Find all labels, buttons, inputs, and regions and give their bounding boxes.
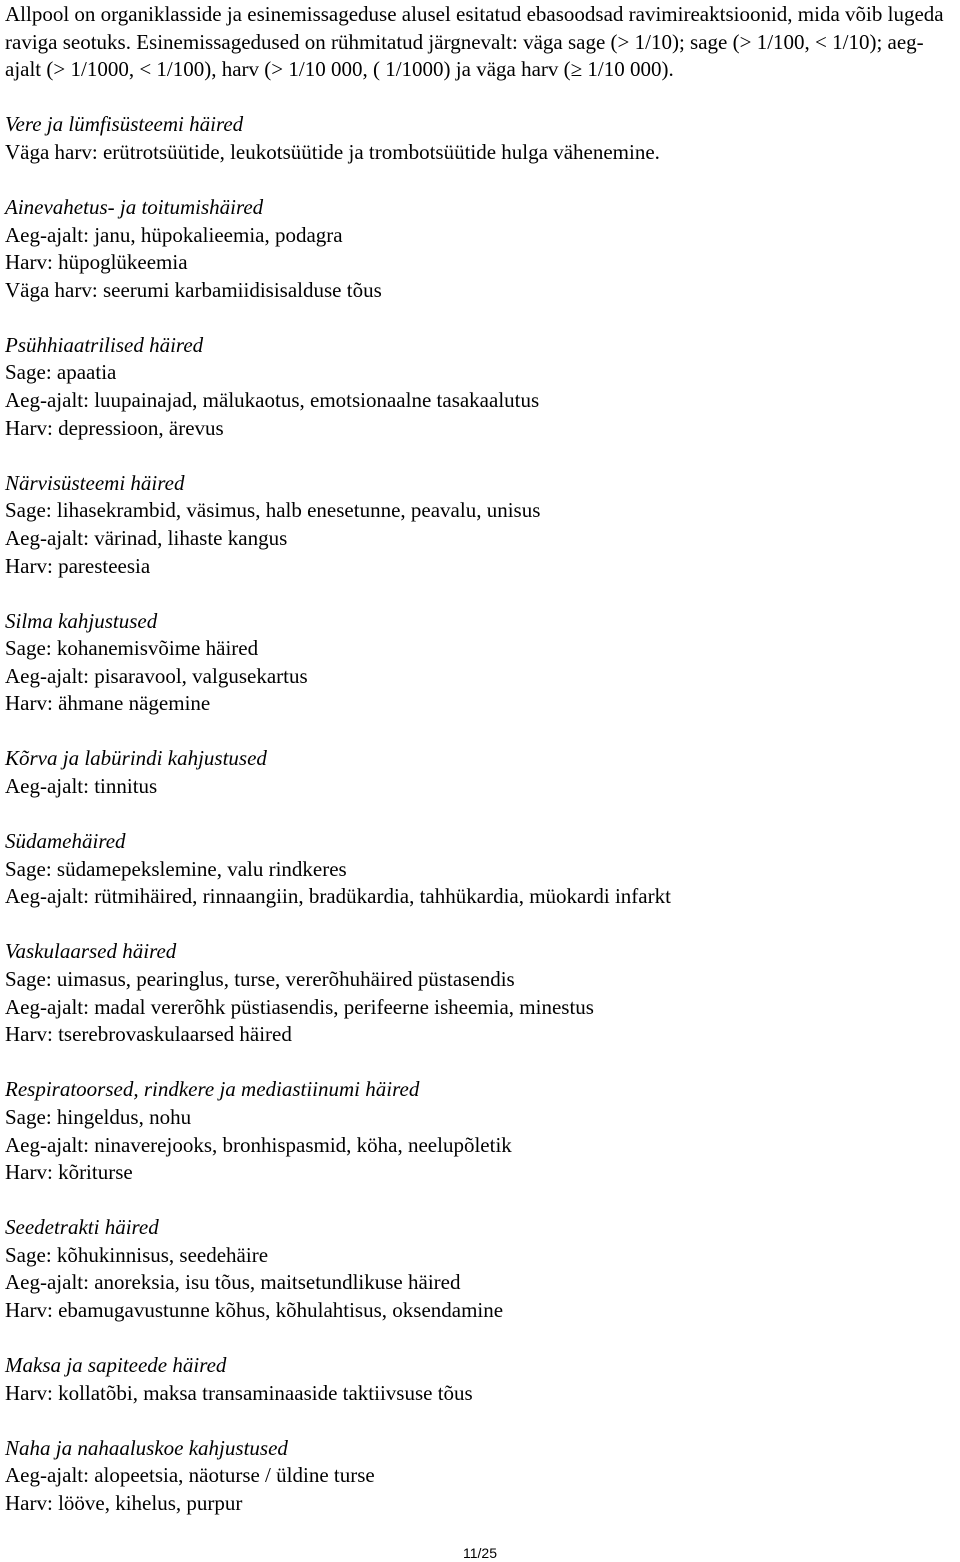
reaction-line: Aeg-ajalt: värinad, lihaste kangus — [5, 525, 288, 550]
section-title: Südamehäired — [5, 829, 126, 854]
section — [5, 111, 955, 166]
reaction-line: Harv: tserebrovaskulaarsed häired — [5, 1022, 292, 1047]
section — [5, 938, 955, 1048]
section — [5, 1214, 955, 1324]
reaction-line: Sage: kõhukinnisus, seedehäire — [5, 1242, 269, 1267]
reaction-line: Harv: ähmane nägemine — [5, 691, 211, 716]
reaction-line: Väga harv: erütrotsüütide, leukotsüütide ja trombotsüütide hulga vähenemine. — [5, 139, 660, 164]
reaction-line: Harv: paresteesia — [5, 553, 151, 578]
section-title: Vere ja lümfisüsteemi häired — [5, 112, 244, 137]
reaction-line: Väga harv: seerumi karbamiidisisalduse tõus — [5, 277, 382, 302]
document-page — [5, 0, 955, 1518]
reaction-line: Aeg-ajalt: madal vererõhk püstiasendis, perifeerne isheemia, minestus — [5, 994, 594, 1019]
reaction-line: Harv: kõriturse — [5, 1160, 133, 1185]
section — [5, 1076, 955, 1186]
reaction-line: Aeg-ajalt: janu, hüpokalieemia, podagra — [5, 222, 343, 247]
section-title: Naha ja nahaaluskoe kahjustused — [5, 1435, 288, 1460]
reaction-line: Aeg-ajalt: ninaverejooks, bronhispasmid, köha, neelupõletik — [5, 1132, 512, 1157]
section — [5, 745, 955, 800]
reaction-line: Aeg-ajalt: alopeetsia, näoturse / üldine turse — [5, 1463, 375, 1488]
section-title: Närvisüsteemi häired — [5, 470, 185, 495]
section-title: Respiratoorsed, rindkere ja mediastiinumi häired — [5, 1077, 420, 1102]
section — [5, 1352, 955, 1407]
reaction-line: Aeg-ajalt: pisaravool, valgusekartus — [5, 663, 308, 688]
page-number: 11/25 — [463, 1545, 497, 1561]
reaction-line: Harv: hüpoglükeemia — [5, 250, 188, 275]
section-title: Maksa ja sapiteede häired — [5, 1353, 227, 1378]
intro-paragraph: Allpool on organiklasside ja esinemissageduse alusel esitatud ebasoodsad ravimireaktsioonid, mida võib lugeda raviga seotuks. Esinemissagedused on rühmitatud järgnevalt: väga sage (> 1/10); sage (> 1/100, < 1/10); aeg-ajalt (> 1/1000, < 1/100), harv (> 1/10 000, ( 1/1000) ja väga harv (≥ 1/10 000). — [5, 2, 944, 82]
section — [5, 470, 955, 580]
section — [5, 332, 955, 442]
adverse-reactions-list — [5, 111, 955, 1517]
section — [5, 828, 955, 911]
reaction-line: Sage: lihasekrambid, väsimus, halb enesetunne, peavalu, unisus — [5, 498, 541, 523]
reaction-line: Harv: depressioon, ärevus — [5, 415, 224, 440]
reaction-line: Sage: südamepekslemine, valu rindkeres — [5, 856, 347, 881]
reaction-line: Sage: hingeldus, nohu — [5, 1104, 192, 1129]
reaction-line: Harv: ebamugavustunne kõhus, kõhulahtisus, oksendamine — [5, 1297, 504, 1322]
reaction-line: Sage: apaatia — [5, 360, 117, 385]
reaction-line: Harv: lööve, kihelus, purpur — [5, 1490, 243, 1515]
section — [5, 608, 955, 718]
reaction-line: Harv: kollatõbi, maksa transaminaaside taktiivsuse tõus — [5, 1380, 473, 1405]
reaction-line: Sage: uimasus, pearinglus, turse, vererõhuhäired püstasendis — [5, 967, 515, 992]
section-title: Seedetrakti häired — [5, 1215, 159, 1240]
section-title: Psühhiaatrilised häired — [5, 332, 204, 357]
section-title: Ainevahetus- ja toitumishäired — [5, 194, 264, 219]
section-title: Silma kahjustused — [5, 608, 158, 633]
section-title: Vaskulaarsed häired — [5, 939, 177, 964]
reaction-line: Aeg-ajalt: tinnitus — [5, 774, 158, 799]
reaction-line: Sage: kohanemisvõime häired — [5, 636, 259, 661]
section-title: Kõrva ja labürindi kahjustused — [5, 746, 267, 771]
section — [5, 194, 955, 304]
reaction-line: Aeg-ajalt: luupainajad, mälukaotus, emotsionaalne tasakaalutus — [5, 388, 540, 413]
reaction-line: Aeg-ajalt: rütmihäired, rinnaangiin, bradükardia, tahhükardia, müokardi infarkt — [5, 884, 671, 909]
reaction-line: Aeg-ajalt: anoreksia, isu tõus, maitsetundlikuse häired — [5, 1270, 461, 1295]
section — [5, 1435, 955, 1518]
